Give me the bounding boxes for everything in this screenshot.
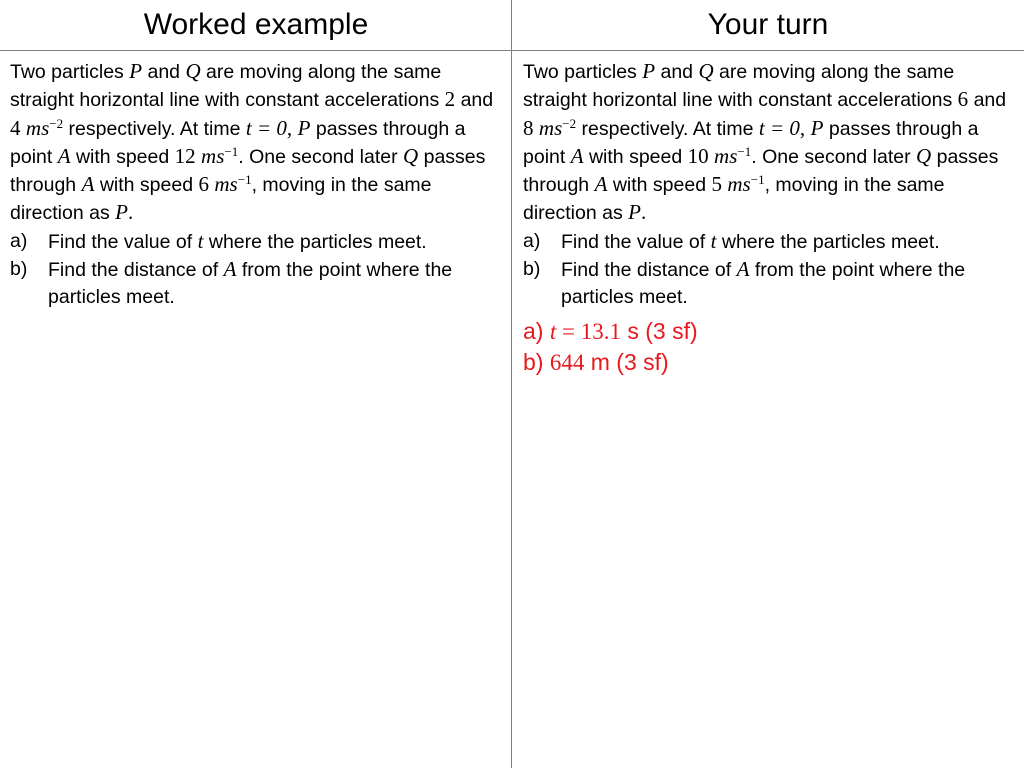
text: Find the distance of: [561, 259, 732, 282]
part-a-label: a): [523, 229, 541, 252]
var-A: A: [736, 257, 750, 282]
text: are moving along the same straight horizontal line with constant accelerations: [10, 61, 442, 112]
part-a: [523, 228, 1015, 256]
text: and: [147, 61, 181, 83]
var-P: P: [115, 200, 128, 225]
exponent: −1: [750, 172, 765, 188]
part-b: [523, 256, 1015, 312]
var-A: A: [223, 257, 237, 282]
var-Q: Q: [698, 59, 714, 83]
part-a-label: a): [10, 229, 28, 252]
answer-b-value: 644: [549, 349, 585, 375]
question-parts: [10, 228, 502, 312]
text: from the point where the particles meet.: [48, 259, 453, 309]
answer-b-label: b): [523, 348, 544, 375]
comma: ,: [799, 115, 806, 140]
var-Q: Q: [185, 59, 201, 83]
period: .: [640, 200, 647, 225]
text: passes through a point: [10, 117, 466, 168]
text: passes through: [10, 145, 486, 197]
var-P: P: [628, 200, 641, 225]
text: with speed: [588, 145, 683, 168]
text: with speed: [612, 174, 707, 197]
unit: ms: [538, 115, 563, 140]
your-turn-title: Your turn: [707, 8, 829, 41]
part-b-label: b): [10, 258, 28, 281]
your-turn-problem: [523, 58, 1015, 378]
answer-a-value: = 13.1: [556, 318, 621, 344]
answer-b-unit: m (3 sf): [584, 348, 669, 375]
t-zero: t = 0: [758, 115, 800, 140]
exponent: −1: [737, 143, 752, 159]
text: , moving in the same direction as: [523, 174, 945, 225]
exponent: −2: [49, 115, 64, 131]
text: where the particles meet.: [208, 230, 427, 253]
var-P: P: [810, 115, 824, 140]
var-P: P: [642, 59, 656, 83]
speed-P-value: 10: [687, 143, 709, 168]
text: , moving in the same direction as: [10, 174, 432, 225]
answer-a-label: a): [523, 317, 544, 344]
part-b: [10, 256, 502, 312]
unit: ms: [214, 172, 238, 197]
worked-example-title: Worked example: [143, 8, 369, 41]
text: Two particles: [523, 61, 637, 83]
speed-Q-value: 5: [711, 172, 722, 197]
exponent: −1: [224, 143, 239, 159]
var-P: P: [129, 59, 143, 83]
var-A: A: [594, 172, 608, 197]
text: passes through a point: [523, 117, 979, 168]
answer-a-unit: s (3 sf): [620, 317, 698, 344]
text: Find the distance of: [48, 259, 219, 282]
unit: ms: [201, 143, 225, 168]
var-t: t: [549, 318, 557, 344]
worked-example-problem: [10, 58, 502, 312]
part-b-label: b): [523, 258, 541, 281]
var-P: P: [297, 115, 311, 140]
text: and: [973, 89, 1007, 112]
accel-P-value: 2: [444, 87, 456, 112]
text: where the particles meet.: [721, 230, 940, 253]
text: Find the value of: [48, 230, 193, 253]
accel-Q-value: 4: [10, 115, 21, 140]
text: and: [660, 61, 694, 83]
unit: ms: [727, 172, 751, 197]
text: with speed: [75, 145, 170, 168]
your-turn-column: [512, 0, 1024, 768]
speed-P-value: 12: [174, 143, 196, 168]
text: passes through: [523, 145, 999, 197]
part-a: [10, 228, 502, 256]
answer-b: [523, 347, 1015, 378]
text: respectively. At time: [68, 117, 241, 140]
unit: ms: [25, 115, 50, 140]
text: are moving along the same straight horizontal line with constant accelerations: [523, 61, 955, 112]
unit: ms: [714, 143, 738, 168]
var-A: A: [570, 143, 584, 168]
text: Find the value of: [561, 230, 706, 253]
answer-a: [523, 316, 1015, 347]
var-Q: Q: [916, 143, 932, 168]
text: with speed: [99, 174, 194, 197]
accel-P-value: 6: [957, 87, 969, 112]
text: . One second later: [238, 145, 398, 168]
var-A: A: [57, 143, 71, 168]
exponent: −2: [562, 115, 577, 131]
question-parts: [523, 228, 1015, 312]
var-A: A: [81, 172, 95, 197]
var-t: t: [710, 228, 717, 253]
var-t: t: [197, 228, 204, 253]
text: . One second later: [751, 145, 911, 168]
speed-Q-value: 6: [198, 172, 209, 197]
comma: ,: [286, 115, 293, 140]
text: respectively. At time: [581, 117, 754, 140]
exponent: −1: [237, 172, 252, 188]
text: and: [460, 89, 494, 112]
var-Q: Q: [403, 143, 419, 168]
t-zero: t = 0: [245, 115, 287, 140]
period: .: [127, 200, 134, 225]
accel-Q-value: 8: [523, 115, 534, 140]
answers: [523, 316, 1015, 378]
text: from the point where the particles meet.: [561, 259, 966, 309]
text: Two particles: [10, 61, 124, 83]
